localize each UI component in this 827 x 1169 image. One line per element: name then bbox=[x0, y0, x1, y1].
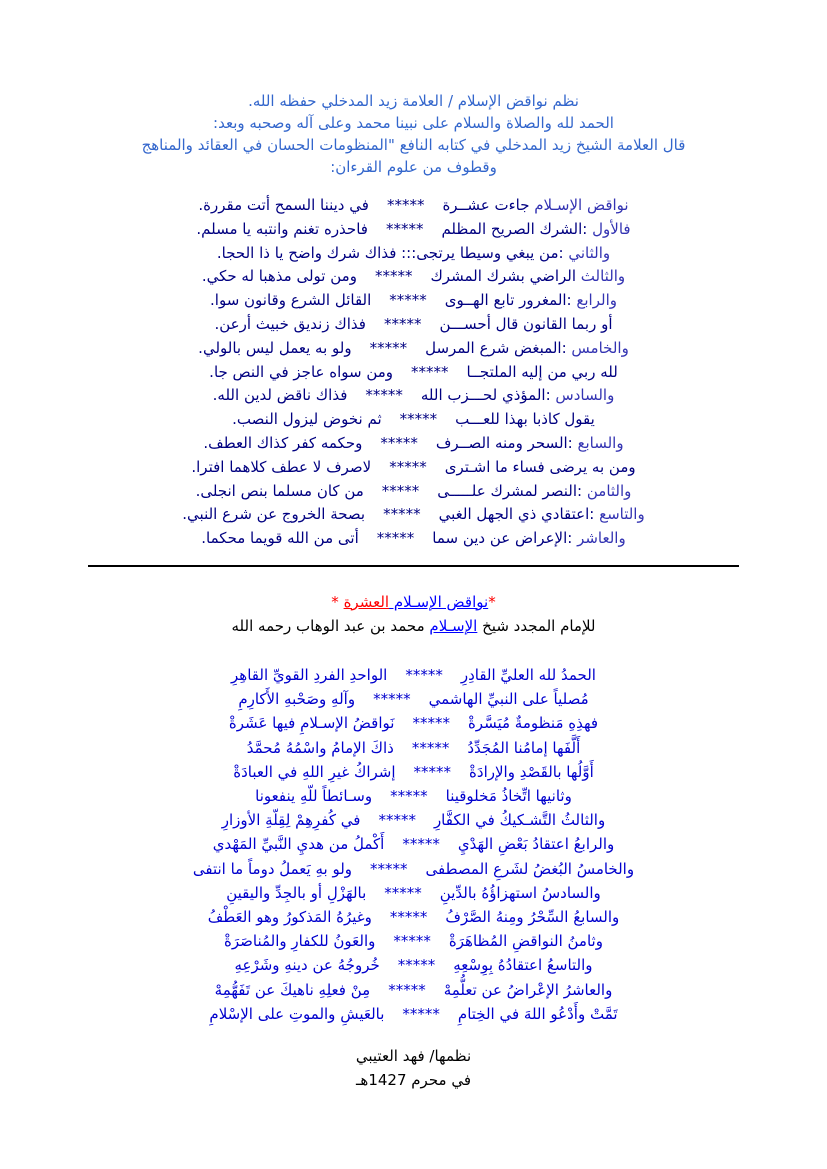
hemistich-2: وغيرُهُ المَذكورُ وهو العَطْفُ bbox=[207, 907, 372, 926]
verse-separator: ***** bbox=[376, 529, 415, 548]
poem-line bbox=[0, 408, 827, 432]
verse-separator: ***** bbox=[380, 433, 418, 452]
footer-composer-line: نظمها/ فهد العتيبي bbox=[355, 1047, 472, 1065]
poem-line bbox=[0, 711, 827, 735]
verse-separator: ***** bbox=[384, 883, 422, 902]
ordinal-lead: والثالث bbox=[576, 267, 626, 286]
hemistich-1: تَمَّتْ وأَدْعُو اللهَ في الخِتامِ bbox=[457, 1004, 618, 1023]
poem-line bbox=[0, 953, 827, 977]
hemistich-1: لله ربي من إليه الملتجــا bbox=[466, 362, 618, 381]
hemistich-2: أتى من الله قويما محكما. bbox=[201, 529, 359, 548]
ordinal-lead: والعاشر bbox=[572, 529, 626, 548]
hemistich-1: والرابعُ اعتقادُ بَعْضِ الهَدْيِ bbox=[457, 835, 615, 854]
verse-separator: ***** bbox=[389, 457, 427, 476]
verse-separator: ***** bbox=[399, 410, 438, 429]
hemistich-2: والعَونُ للكفارِ والمُناصَرَةْ bbox=[224, 932, 376, 951]
poem-line bbox=[0, 808, 827, 832]
hemistich-2: ولو به يعمل ليس بالولي. bbox=[198, 338, 352, 357]
footer bbox=[0, 1044, 827, 1092]
footer-date-line: في محرم 1427هـ bbox=[356, 1071, 471, 1089]
hemistich-1: :المبغض شرع المرسل bbox=[425, 338, 567, 357]
poem-line bbox=[0, 432, 827, 456]
poem-line bbox=[0, 456, 827, 480]
hemistich-2: مِنْ فعلِهِ ناهيكَ عن تَفَهُّمِهْ bbox=[214, 980, 371, 999]
title-star-left: * bbox=[331, 592, 344, 611]
verse-separator: ***** bbox=[374, 267, 413, 286]
title-red-alashara: العشرة bbox=[343, 592, 390, 611]
hemistich-2: نَواقضُ الإسـلامِ فيها عَشَرةْ bbox=[228, 714, 395, 733]
hemistich-1: :المؤذي لحـــزب الله bbox=[420, 386, 551, 405]
hemistich-1: يقول كاذبا بهذا للعـــب bbox=[455, 410, 595, 429]
poem-2-nullifiers-wahhab bbox=[0, 663, 827, 1026]
hemistich-1: وثامنُ النواقضِ المُظاهَرَةْ bbox=[448, 932, 603, 951]
verse-separator: ***** bbox=[390, 786, 428, 805]
ordinal-lead: فالأول bbox=[587, 219, 631, 238]
hemistich-2: فذاك ناقض لدين الله. bbox=[212, 386, 348, 405]
hemistich-1: جاءت عشــرة bbox=[442, 196, 530, 214]
horizontal-divider bbox=[88, 565, 739, 567]
verse-separator: ***** bbox=[365, 386, 403, 405]
poem-line bbox=[0, 736, 827, 760]
poem-line bbox=[0, 265, 827, 289]
hemistich-2: ثم نخوض ليزول النصب. bbox=[232, 410, 382, 429]
poem-line bbox=[0, 289, 827, 313]
attribution-after: محمد بن عبد الوهاب رحمه الله bbox=[231, 616, 430, 635]
hemistich-2: القائل الشرع وقانون سوا. bbox=[210, 291, 372, 310]
poem-line bbox=[0, 1002, 827, 1026]
hemistich-2: فذاك زنديق خبيث أرعن. bbox=[214, 314, 366, 333]
hemistich-1: :من يبغي وسيطا يرتجى::: فذاك شرك واضح يا ذا الحجا. bbox=[216, 243, 564, 262]
title-star-right: * bbox=[488, 592, 496, 611]
verse-separator: ***** bbox=[413, 762, 452, 781]
hemistich-1: مُصلياً على النبيِّ الهاشمي bbox=[428, 690, 589, 709]
header-intro-line: قال العلامة الشيخ زيد المدخلي في كتابه النافع "المنظومات الحسان في العقائد والمناهج bbox=[141, 136, 686, 154]
verse-separator: ***** bbox=[397, 956, 436, 975]
verse-separator: ***** bbox=[411, 738, 450, 757]
ordinal-lead: والسابع bbox=[572, 433, 624, 452]
poem-line bbox=[0, 218, 827, 242]
author-attribution bbox=[0, 613, 827, 639]
hemistich-1: :الشرك الصريح المظلم bbox=[441, 219, 588, 238]
ordinal-lead: نواقض الإسـلام bbox=[529, 196, 629, 214]
hemistich-1: ومن به يرضى فساء ما اشـترى bbox=[444, 457, 636, 476]
poem-line bbox=[0, 384, 827, 408]
verse-separator: ***** bbox=[412, 714, 450, 733]
hemistich-2: في كُفرِهِمْ لِقِلّةِ الأوزارِ bbox=[221, 811, 361, 830]
ordinal-lead: والثاني bbox=[563, 243, 611, 262]
poem-line bbox=[0, 527, 827, 551]
verse-separator: ***** bbox=[383, 314, 422, 333]
hemistich-2: ذاكَ الإمامُ واسْمُهُ مُحمَّدُ bbox=[246, 738, 394, 757]
hemistich-1: وثانيها اتِّخاذُ مَخلوقينا bbox=[445, 786, 572, 805]
poem-line bbox=[0, 760, 827, 784]
poem-line bbox=[0, 978, 827, 1002]
hemistich-1: أَوَّلُها بالقَصْدِ والإرادَةْ bbox=[469, 762, 594, 781]
hemistich-2: بصحة الخروج عن شرع النبي. bbox=[182, 505, 366, 524]
hemistich-2: أَكْملُ من هديِ النَّبيِّ المَهْدي bbox=[212, 835, 385, 854]
hemistich-2: وآلهِ وصَحْبهِ الأَكارِمِ bbox=[238, 690, 356, 709]
poem-line bbox=[0, 313, 827, 337]
verse-separator: ***** bbox=[385, 219, 424, 238]
hemistich-1: الحمدُ لله العليِّ القادِرِ bbox=[460, 665, 596, 684]
verse-separator: ***** bbox=[402, 1004, 440, 1023]
hemistich-2: بالهَزْلِ أو بالجِدِّ واليقينِ bbox=[226, 883, 367, 902]
ordinal-lead: والسادس bbox=[550, 386, 615, 405]
hemistich-2: وسـائطاً للّهِ ينفعونا bbox=[255, 786, 373, 805]
ordinal-lead: والخامس bbox=[566, 338, 629, 357]
poem-line bbox=[0, 503, 827, 527]
verse-separator: ***** bbox=[405, 665, 443, 684]
poem-line bbox=[0, 832, 827, 856]
verse-separator: ***** bbox=[411, 362, 449, 381]
hemistich-2: في ديننا السمح أتت مقررة. bbox=[198, 196, 369, 214]
verse-separator: ***** bbox=[381, 481, 420, 500]
verse-separator: ***** bbox=[378, 811, 416, 830]
document-header bbox=[0, 90, 827, 178]
poem-line bbox=[0, 242, 827, 266]
poem-line bbox=[0, 194, 827, 218]
hemistich-1: والثالثُ التَّشـكيكُ في الكفَّارِ bbox=[433, 811, 606, 830]
attribution-before: للإمام المجدد شيخ bbox=[477, 616, 596, 635]
verse-separator: ***** bbox=[383, 505, 421, 524]
hemistich-1: :الإعراض عن دين سما bbox=[432, 529, 573, 548]
poem-line bbox=[0, 929, 827, 953]
hemistich-2: ولو بهِ يَعملُ دوماً ما انتفى bbox=[192, 859, 353, 878]
hemistich-1: والسابعُ السِّحْرُ ومِنهُ الصَّرْفُ bbox=[445, 907, 620, 926]
header-intro-line-2: وقطوف من علوم القرءان: bbox=[330, 158, 497, 176]
hemistich-1: الراضي بشرك المشرك bbox=[430, 267, 577, 286]
header-title-line: نظم نواقض الإسلام / العلامة زيد المدخلي حفظه الله. bbox=[248, 92, 579, 110]
verse-separator: ***** bbox=[373, 690, 411, 709]
attribution-link-islam[interactable]: الإسـلام bbox=[429, 616, 478, 635]
hemistich-2: ومن تولى مذهبا له حكي. bbox=[201, 267, 357, 286]
hemistich-2: إشراكُ غيرِ اللهِ في العبادَةْ bbox=[233, 762, 396, 781]
verse-separator: ***** bbox=[386, 196, 425, 214]
poem-line bbox=[0, 784, 827, 808]
hemistich-1: أَلَّفَها إمامُنا المُجَدِّدُ bbox=[467, 738, 581, 757]
verse-separator: ***** bbox=[370, 859, 408, 878]
hemistich-1: :السحر ومنه الصــرف bbox=[435, 433, 573, 452]
hemistich-2: بالعَيشِ والموتِ على الإسْلامِ bbox=[209, 1004, 385, 1023]
poem-line bbox=[0, 687, 827, 711]
verse-separator: ***** bbox=[389, 291, 427, 310]
hemistich-1: :النصر لمشرك علـــــى bbox=[437, 481, 583, 500]
verse-separator: ***** bbox=[402, 835, 440, 854]
hemistich-2: وحكمه كفر كذاك العطف. bbox=[203, 433, 363, 452]
hemistich-2: خُروجُهُ عن دينهِ وشَرْعِهِ bbox=[234, 956, 380, 975]
poem-line bbox=[0, 857, 827, 881]
hemistich-1: فهذِهِ مَنظومةٌ مُيَسَّرةْ bbox=[467, 714, 599, 733]
poem-line bbox=[0, 881, 827, 905]
ordinal-lead: والثامن bbox=[582, 481, 632, 500]
title-link-nawaqid[interactable]: نواقض الإسـلام bbox=[389, 592, 489, 611]
poem-line bbox=[0, 337, 827, 361]
hemistich-2: فاحذره تغنم وانتبه يا مسلم. bbox=[196, 219, 368, 238]
hemistich-2: لاصرف لا عطف كلاهما افترا. bbox=[191, 457, 372, 476]
hemistich-1: :المغرور تابع الهــوى bbox=[444, 291, 572, 310]
ordinal-lead: والتاسع bbox=[594, 505, 645, 524]
hemistich-2: من كان مسلما بنص انجلى. bbox=[195, 481, 364, 500]
poem-line bbox=[0, 480, 827, 504]
poem-line bbox=[0, 663, 827, 687]
poem-1-nullifiers-madkhali bbox=[0, 194, 827, 551]
hemistich-2: ومن سواه عاجز في النص جا. bbox=[209, 362, 394, 381]
poem-line bbox=[0, 361, 827, 385]
hemistich-1: والخامسُ البُغضُ لشَرعِ المصطفى bbox=[425, 859, 635, 878]
header-basmala-line: الحمد لله والصلاة والسلام على نبينا محمد وعلى آله وصحبه وبعد: bbox=[213, 114, 614, 132]
hemistich-1: والعاشرُ الإعْراضُ عن تعلُّمِهْ bbox=[443, 980, 613, 999]
verse-separator: ***** bbox=[393, 932, 431, 951]
verse-separator: ***** bbox=[388, 980, 426, 999]
hemistich-1: والسادسُ استهزاؤُهُ بالدِّينِ bbox=[439, 883, 601, 902]
ordinal-lead: والرابع bbox=[571, 291, 617, 310]
section-title bbox=[0, 591, 827, 613]
hemistich-1: والتاسعُ اعتقادُهُ بِوِسْعِهِ bbox=[453, 956, 593, 975]
hemistich-1: :اعتقادي ذي الجهل الغبي bbox=[438, 505, 595, 524]
verse-separator: ***** bbox=[389, 907, 428, 926]
hemistich-2: الواحدِ الفردِ القويِّ القاهِرِ bbox=[231, 665, 388, 684]
poem-line bbox=[0, 905, 827, 929]
hemistich-1: أو ربما القانون قال أحســـن bbox=[439, 314, 613, 333]
verse-separator: ***** bbox=[369, 338, 408, 357]
